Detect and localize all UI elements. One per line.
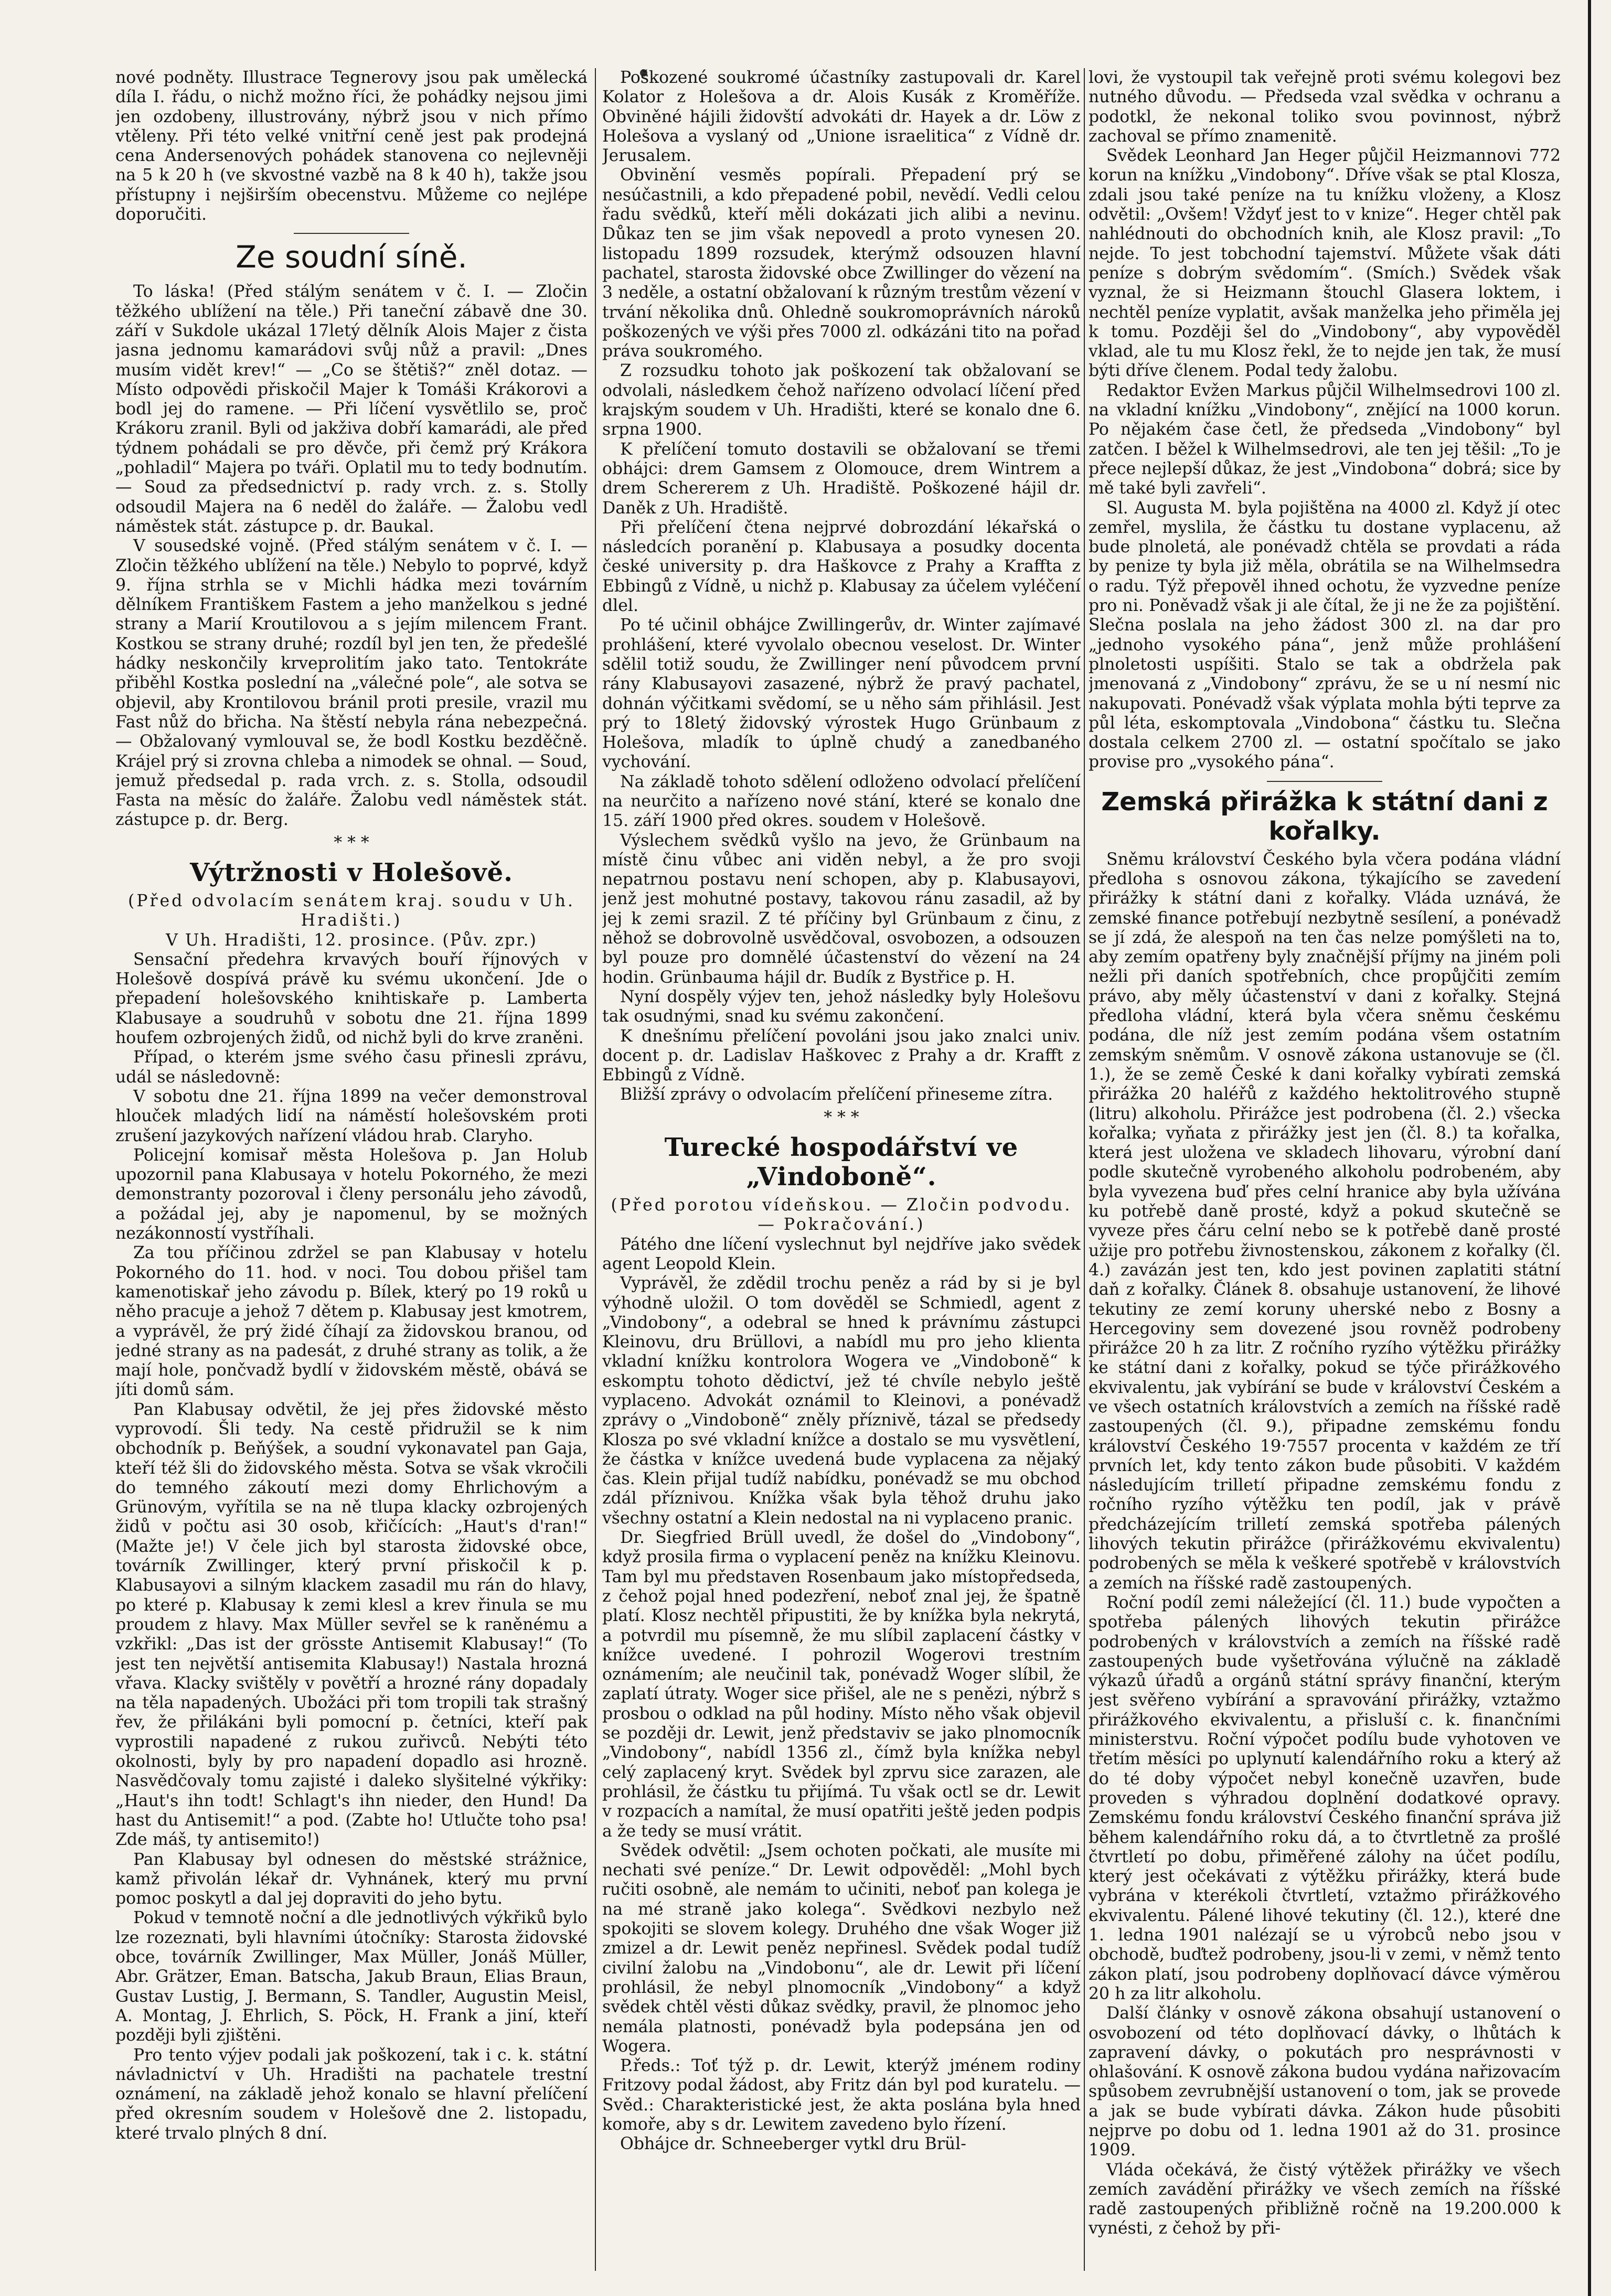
page-edge: [1588, 0, 1591, 2296]
article-paragraph: Výslechem svědků vyšlo na jevo, že Grünbaum na místě činu vůbec ani viděn nebyl, a že pro svoji nepatrnou postavu není schopen, aby p. Klabusayovi, jenž jest mohutné postavy, takovou ránu zasadil, až by jej k zemi srazil. Z té příčiny byl Grünbaum z činu, z něhož se dobrovolně usvědčoval, osvobozen, a odsouzen byl pouze pro domnělé účastenství do vězení na 24 hodin. Grünbauma hájil dr. Budík z Bystřice p. H.: [602, 831, 1081, 987]
article-title: Zemská přirážka k státní dani z kořalky.: [1101, 787, 1548, 846]
article-paragraph: Sl. Augusta M. byla pojištěna na 4000 zl. Když jí otec zemřel, myslila, že částku tu dostane vyplacenu, až bude plnoletá, ale ponévadž chtěla se provdati a ráda by penize ty byla již měla, obrátila se na Wilhelmsedra o radu. Týž přepověl ihned ochotu, že vyzvedne peníze pro ni. Poněvadž však ji ale čítal, že ji ne že za pojištění. Slečna poslala na jeho žádost 300 zl. na dar pro „jednoho vysokého pána“, jenž může prohlášení plnoletosti uspíšiti. Stalo se tak a obdržela pak jmenovaná z „Vindobony“ zprávu, že se u ní nesmí nic nakupovati. Ponévadž však výplata mohla býti teprve za půl léta, eskomptovala „Vindobona“ částku tu. Slečna dostala celkem 2700 zl. — ostatní spočítalo se jako provise pro „vysokého pána“.: [1089, 498, 1561, 772]
article-paragraph: Svědek odvětil: „Jsem ochoten počkati, ale musíte mi nechati své peníze.“ Dr. Lewit odpověděl: „Mohl bych ručiti osobně, ale nemám to učiniti, neboť pan kolega je na mé straně jako kolega“. Svědkovi nezbylo než spokojiti se slovem kolegy. Druhého dne však Woger již zmizel a dr. Lewit peněz nepřinesl. Svědek podal tudíž civilní žalobu na „Vindobonu“, ale dr. Lewit při líčení prohlásil, že nebyl plnomocník „Vindobony“ a když svědek chtěl věsti důkaz svědky, pravil, že plnomoc jeho nemála platnosti, ponévadž byla podepsána jen od Wogera.: [602, 1841, 1081, 2056]
article-paragraph: Pan Klabusay byl odnesen do městské strážnice, kamž přivolán lékař dr. Vyhnánek, který mu první pomoc poskytl a dal jej dopraviti do jeho bytu.: [115, 1850, 588, 1908]
article-paragraph: Sněmu království Českého byla včera podána vládní předloha s osnovou zákona, týkajícího se zavedení přirážky k státní dani z kořalky. Vláda uznává, že zemské finance potřebují nezbytně sesílení, a ponévadž se jí zdá, že alespoň na ten čas nelze pomýšleti na to, aby zemím opatřeny byly značnější příjmy na jiném poli nežli při daních spotřebních, chce propůjčiti zemím právo, aby měly účastenství v dani z kořalky. Stejná předloha vládní, která byla včera sněmu českému podána, dle níž jest zemím podána všem ostatním zemským sněmům. V osnově zákona ustanovuje se (čl. 1.), že se země České k dani kořalky vybírati zemská přirážka 20 haléřů z každého hektolitrového stupně (litru) alkoholu. Přirážce jest podrobena (čl. 2.) všecka kořalka; vyňata z přirážky jest jen (čl. 8.) ta kořalka, která jest uložena ve skladech lihovaru, výrobní daní podle skutečně vyrobeného alkoholu podrobeném, aby byla vyvezena buď přes celní hranice aby byla užívána ku potřebě daně prosté, když a pokud skutečně se vyveze přes čáru celní nebo se k potřebě daně prosté užije pro potřebu živnostenskou, zákonem z kořalky (čl. 4.) zavázán jest ten, kdo jest povinen zaplatiti státní daň z kořalky. Článek 8. obsahuje ustanovení, že lihové tekutiny ze zemí koruny uherské nebo z Bosny a Hercegoviny sem dovezené jsou rovněž podrobeny přirážce 20 h za litr. Z ročního ryzího výtěžku přirážky ke státní dani z kořalky, pokud se týče přirážkového ekvivalentu, jak vybírání se bude v království Českém a ve všech ostatních královstvích a zemích na říšské radě zastoupených (čl. 9.), připadne zemskému fondu království Českého 19·7557 procenta v každém ze tří prvních let, kdy tento zákon bude působiti. V každém následujícím trilletí připadne zemskému fondu z ročního ryzího výtěžku ten podíl, jak v právě předcházejícím trilletí zemská spotřeba pálených lihových tekutin přirážce (přirážkovému ekvivalentu) podrobených se měla k veškeré spotřebě v královstvích a zemích na říšské radě zastoupených.: [1089, 850, 1561, 1593]
separator: [1267, 781, 1382, 782]
article-paragraph: V sousedské vojně. (Před stálým senátem v č. I. — Zločin těžkého ublížení na těle.) Nebylo to poprvé, když 9. října strhla se v Michli hádka mezi továrním dělníkem Františkem Fastem a jeho manželkou s jedné strany a Marií Kroutilovou a s jejím milencem Frant. Kostkou se strany druhé; rozdíl byl jen ten, že předešlé hádky neskončily krveprolitím jako tato. Tentokráte přiběhl Kostka poslední na „válečné pole“, ale sotva se objevil, aby Krontilovou bránil proti presile, vrazil mu Fast nůž do břicha. Na štěstí nebyla rána nebezpečná. — Obžalovaný vymlouval se, že bodl Kostku bezděčně. Krájel prý si zrovna chleba a nimodek se ohnal. — Soud, jemuž předsedal p. rada vrch. z. s. Stolla, odsoudil Fasta na měsíc do žaláře. Žalobu vedl náměstek stát. zástupce p. dr. Berg.: [115, 537, 588, 830]
column-divider: [595, 68, 596, 2271]
article-title: Výtržnosti v Holešově.: [190, 857, 513, 887]
article-paragraph: K dnešnímu přelíčení povoláni jsou jako znalci univ. docent p. dr. Ladislav Haškovec z Prahy a dr. Krafft z Ebbingů z Vídně.: [602, 1026, 1081, 1085]
dateline: V Uh. Hradišti, 12. prosince. (Pův. zpr.): [166, 930, 537, 950]
article-paragraph: Při přelíčení čtena nejprvé dobrozdání lékařská o následcích poranění p. Klabusaya a posudky docenta české university p. dra Haškovce z Prahy a Kraffta z Ebbingů z Vídně, u nichž p. Klabusay za účelem vyléčení dlel.: [602, 518, 1081, 616]
article-paragraph: Obvinění vesměs popírali. Přepadení prý se nesúčastnili, a kdo přepadené pobil, nevědí. Vedli celou řadu svědků, kteří měli dokázati jich alibi a nevinu. Důkaz ten se jim však nepovedl a proto vynesen 20. listopadu 1899 rozsudek, kterýmž odsouzen hlavní pachatel, starosta židovské obce Zwillinger do vězení na 3 neděle, a ostatní obžalovaní k různým trestům vězení v trvání několika dnů. Ohledně soukromoprávních nároků poškozených ve výši přes 7000 zl. odkázáni tito na pořad práva soukromého.: [602, 166, 1081, 361]
article-paragraph: Poškozené soukromé účastníky zastupovali dr. Karel Kolator z Holešova a dr. Alois Kusák z Kroměříže. Obviněné hájili židovští advokáti dr. Hayek a dr. Löw z Holešova a vyslaný od „Unione israelitica“ z Vídně dr. Jerusalem.: [602, 68, 1081, 166]
article-paragraph: Dr. Siegfried Brüll uvedl, že došel do „Vindobony“, když prosila firma o vyplacení peněz na knížku Kleinovu. Tam byl mu představen Rosenbaum jako místopředseda, z čehož pojal hned podezření, neboť znal jej, že špatně platí. Klosz nechtěl připustiti, že by knížka byla nekrytá, a potvrdil mu písemně, že mu slíbil zaplacení částky v knížce uvedené. I pohrozil Wogerovi trestním oznámením; ale neučinil tak, ponévadž Woger slíbil, že zaplatí útraty. Woger sice přišel, ale ne s penězi, nýbrž s prosbou o odklad na půl hodiny. Místo něho však objevil se později dr. Lewit, jenž představiv se jako plnomocník „Vindobony“, nabídl 1356 zl., čímž byla knížka nebyl celý zaplacený kryt. Svědek byl zprvu sice zarazen, ale prohlásil, že částku tu přijímá. Tu však octl se dr. Lewit v rozpacích a namítal, že musí opatřiti ještě jeden podpis a že tedy se musí vrátit.: [602, 1528, 1081, 1841]
article-paragraph: P.ředs.: Toť týž p. dr. Lewit, kterýž jménem rodiny Fritzovy podal žádost, aby Fritz dán byl pod kuratelu. — Svěd.: Charakteristické jest, že akta poslána byla hned komoře, aby s dr. Lewitem zavedeno bylo řízení.: [602, 2056, 1081, 2134]
column-3: [1089, 68, 1561, 2276]
article-paragraph: Svědek Leonhard Jan Heger půjčil Heizmannovi 772 korun na knížku „Vindobony“. Dříve však se ptal Klosza, zdali jsou také peníze na tu knížku vloženy, a Klosz odvětil: „Ovšem! Vždyť jest to v knize“. Heger chtěl pak nahlédnouti do obchodních knih, ale Klosz pravil: „To nejde. To jest tobchodní tajemství. Můžete však dáti peníze s dobrým svědomím“. (Smích.) Svědek však vyznal, že si Heizmann štouchl Glasera loktem, i nechtěl peníze vyplatit, avšak manželka jeho přiměla jej k tomu. Později šel do „Vindobony“, aby vypověděl vklad, ale tu mu Klosz řekl, že to nejde jen tak, že musí býti dříve členem. Podal tedy žalobu.: [1089, 146, 1561, 381]
article-paragraph: Na základě tohoto sdělení odloženo odvolací přelíčení na neurčito a nařízeno nové stání, které se konalo dne 15. září 1900 před okres. soudem v Holešově.: [602, 772, 1081, 831]
article-paragraph: Po té učinil obhájce Zwillingerův, dr. Winter zajímavé prohlášení, které vyvolalo obecnou veselost. Dr. Winter sdělil totiž soudu, že Zwillinger není původcem první rány Klabusayovi zasazené, nýbrž že pravý pachatel, dohnán výčitkami svědomí, se u něho sám přihlásil. Jest prý to 18letý židovský výrostek Hugo Grünbaum z Holešova, mladík to úplně chudý a zanedbaného vychování.: [602, 616, 1081, 772]
article-paragraph: Pan Klabusay odvětil, že jej přes židovské město vyprovodí. Šli tedy. Na cestě přidružil se k nim obchodník p. Beňýšek, a soudní vykonavatel pan Gaja, kteří též šli do židovského města. Sotva se však vkročili do temného zákoutí mezi domy Ehrlichovým a Grünovým, vyřítila se na ně tlupa klacky ozbrojených židů v počtu asi 30 osob, křičících: „Haut's d'ran!“ (Mažte je!) V čele jich byl starosta židovské obce, továrník Zwillinger, který první přiskočil k p. Klabusayovi a silným klackem zasadil mu rán do hlavy, po které p. Klabusay k zemi klesl a krev řinula se mu proudem z hlavy. Max Müller sevřel se k raněnému a vzkřikl: „Das ist der grösste Antisemit Klabusay!“ (To jest ten největší antisemita Klabusay!) Nastala hrozná vřava. Klacky svištěly v povětří a hrozné rány dopadaly na těla napadených. Ubožáci při tom tropili tak strašný řev, že přilákáni byli pomocní p. četníci, kteří pak vyprostili napadené z rukou zuřivců. Nebýti této okolnosti, byly by pro napadení dopadlo asi hrozně. Nasvědčovaly tomu zajisté i daleko slyšitelné výkřiky: „Haut's ihn todt! Schlagt's ihn nieder, den Hund! Da hast du Antisemit!“ a pod. (Zabte ho! Utlučte toho psa! Zde máš, ty antisemito!): [115, 1400, 588, 1850]
separator-stars: * * *: [334, 833, 369, 852]
article-paragraph: K přelíčení tomuto dostavili se obžalovaní se třemi obhájci: drem Gamsem z Olomouce, drem Wintrem a drem Schererem z Uh. Hradiště. Poškozené hájil dr. Daněk z Uh. Hradiště.: [602, 439, 1081, 518]
article-paragraph: Bližší zprávy o odvolacím přelíčení přineseme zítra.: [620, 1085, 1053, 1104]
article-paragraph: Sensační předehra krvavých bouří říjnových v Holešově dospívá právě ku svému ukončení. Jde o přepadení holešovského knihtiskaře p. Lamberta Klabusaye a soudruhů v sobotu dne 21. října 1899 houfem ozbrojených židů, od nichž byli do krve zraněni.: [115, 950, 588, 1048]
article-paragraph: Pro tento výjev podali jak poškození, tak i c. k. státní návladnictví v Uh. Hradišti na pachatele trestní oznámení, na základě jehož konalo se hlavní přelíčení před okresním soudem v Holešově dne 2. listopadu, které trvalo plných 8 dní.: [115, 2045, 588, 2143]
article-paragraph: Případ, o kterém jsme svého času přinesli zprávu, udál se následovně:: [115, 1048, 588, 1087]
article-paragraph: Pokud v temnotě noční a dle jednotlivých výkřiků bylo lze rozeznati, byli hlavními útočníky: Starosta židovské obce, továrník Zwillinger, Max Müller, Jonáš Müller, Abr. Grätzer, Eman. Batscha, Jakub Braun, Elias Braun, Gustav Lustig, J. Bermann, S. Tandler, Augustin Meisl, A. Montag, J. Ehrlich, S. Pöck, H. Frank a jiní, kteří později byli zjištěni.: [115, 1908, 588, 2045]
article-title: Turecké hospodářství ve „Vindoboně“.: [664, 1133, 1019, 1192]
article-paragraph: V sobotu dne 21. října 1899 na večer demonstroval hlouček mladých lidí na náměstí holešovském proti zrušení jazykových nařízení vládou hrab. Claryho.: [115, 1087, 588, 1145]
article-paragraph: lovi, že vystoupil tak veřejně proti svému kolegovi bez nutného důvodu. — Předseda vzal svědka v ochranu a podotkl, že nekonal toliko svou povinnost, nýbrž zachoval se přímo znamenitě.: [1089, 68, 1561, 146]
article-subtitle: (Před porotou vídeňskou. — Zločin podvodu. — Pokračování.): [611, 1196, 1072, 1235]
article-paragraph: Policejní komisař města Holešova p. Jan Holub upozornil pana Klabusaya v hotelu Pokorného, že mezi demonstranty pozoroval i členy personálu jeho závodů, a požádal jej, aby je napomenul, by se možných nezákonností vystříhali.: [115, 1145, 588, 1243]
book-review-ending: nové podněty. Illustrace Tegnerovy jsou pak umělecká díla I. řádu, o nichž možno říci, že pohádky nejsou jimi jen ozdobeny, illustrovány, nýbrž jsou v nich přímo vtěleny. Při této velké vnitřní ceně jest pak prodejná cena Andersenových pohádek stanovena co nejlevněji na 5 k 20 h (ve skvostné vazbě na 8 k 40 h), takže jsou přístupny i nejširším obecenstvu. Můžeme co nejlépe doporučiti.: [115, 68, 588, 224]
separator-stars: * * *: [824, 1108, 859, 1127]
article-subtitle: (Před odvolacím senátem kraj. soudu v Uh. Hradišti.): [127, 891, 575, 930]
article-paragraph: Další články v osnově zákona obsahují ustanovení o osvobození od této doplňovací dávky, o lhůtách k zapravení dávky, o pokutách pro nesprávnosti v ohlašování. K osnově zákona budou vydána nařizovacím spůsobem zevrubnější ustanovení o tom, jak se provede a jak se bude vybírati dávka. Zákon hude působiti nejprve po dobu od 1. ledna 1901 až do 31. prosince 1909.: [1089, 2004, 1561, 2160]
column-2: [602, 68, 1081, 2276]
article-paragraph: Obhájce dr. Schneeberger vytkl dru Brül-: [620, 2134, 966, 2154]
article-paragraph: Nyní dospěly výjev ten, jehož následky byly Holešovu tak osudnými, snad ku svému zakončení.: [602, 987, 1081, 1026]
column-divider: [1084, 68, 1085, 2271]
article-paragraph: Z rozsudku tohoto jak poškození tak obžalovaní se odvolali, následkem čehož nařízeno odvolací líčení před krajským soudem v Uh. Hradišti, které se konalo dne 6. srpna 1900.: [602, 361, 1081, 439]
article-paragraph: Roční podíl zemi náležející (čl. 11.) bude vypočten a spotřeba pálených lihových tekutin přirážce podrobených v královstvích a zemích na říšské radě zastoupených bude vyšetřována výlučně na základě výkazů úřadů a orgánů státní správy finanční, kterým jest svěřeno vybírání a spravování přirážky, vztažmo přirážkového ekvivalentu, a přisluší c. k. finančními ministerstvu. Roční výpočet podílu bude vyhotoven ve třetím měsíci po uplynutí kalendářního roku a který až do té doby výpočet nebyl konečně uzavřen, bude proveden s výhradou doplnění dodatkové opravy. Zemskému fondu království Českého finanční správa již během kalendářního roku dá, a to čtvrtletně za prošlé čtvrtletí po dobu, přiměřené zálohy na účet podílu, který jest očekávati z výtěžku přirážky, která bude vybrána v kterékoli čtvrtletí, vztažmo přirážkového ekvivalentu. Pálené lihové tekutiny (čl. 12.), které dne 1. ledna 1901 nalézají se u výrobců nebo jsou v obchodě, buďtež podrobeny, jsou-li v zemi, v němž tento zákon platí, jsou podrobeny doplňovací dávce výměrou 20 h za litr alkoholu.: [1089, 1593, 1561, 2003]
column-1: [115, 68, 588, 2276]
article-paragraph: Za tou příčinou zdržel se pan Klabusay v hotelu Pokorného do 11. hod. v noci. Tou dobou přišel tam kamenotiskař jeho závodu p. Bílek, který po 19 roků u něho pracuje a jehož 7 dětem p. Klabusay jest kmotrem, a vyprávěl, že prý židé číhají za židovskou branou, od jedné strany as na padesát, z druhé strany as tolik, a že mají hole, pončvadž bydlí v židovském městě, obává se jíti domů sám.: [115, 1243, 588, 1400]
article-paragraph: Vyprávěl, že zdědil trochu peněz a rád by si je byl výhodně uložil. O tom dověděl se Schmiedl, agent z „Vindobony“, a odebral se hned k právnímu zástupci Kleinovu, dru Brüllovi, a nabídl mu pro jeho klienta vkladní knížku kontrolora Wogera ve „Vindoboně“ k eskomptu tohoto dědictví, jež té chvíle nebylo ještě vyplaceno. Advokát oznámil to Kleinovi, a ponévadž zprávy o „Vindoboně“ zněly příznivě, tázal se předsedy Klosza po své vkladní knížce a dostalo se mu vysvětlení, že částka v knížce uvedená bude vyplacena za nějaký čas. Klein přijal tudíž nabídku, ponévadž se mu obchod zdál příznivou. Knížka však byla těhož druhu jako všechny ostatní a Klein nedostal na ni vyplaceno pranic.: [602, 1274, 1081, 1528]
article-paragraph: Redaktor Evžen Markus půjčil Wilhelmsedrovi 100 zl. na vkladní knížku „Vindobony“, znějící na 1000 korun. Po nějakém čase četl, že předseda „Vindobony“ byl zatčen. I běžel k Wilhelmsedrovi, ale ten jej těšil: „To je přece nejlepší důkaz, že jest „Vindobona“ dobrá; sice by mě také byli zavřeli“.: [1089, 381, 1561, 498]
article-paragraph: To láska! (Před stálým senátem v č. I. — Zločin těžkého ublížení na těle.) Při taneční zábavě dne 30. září v Sukdole ukázal 17letý dělník Alois Majer z čista jasna jednomu kamarádovi svůj nůž a pravil: „Dnes musím vidět krev!“ — „Co se štětiš?“ zněl dotaz. — Místo odpovědi přiskočil Majer k Tomáši Krákorovi a bodl jej do ramene. — Při líčení vysvětlilo se, proč Krákoru zranil. Byli od jakživa dobří kamarádi, ale před týdnem pohádali se pro děvče, při čemž prý Krákora „pohladil“ Majera po tváři. Oplatil mu to tedy bodnutím. — Soud za předsednictví p. rady vrch. z. s. Stolly odsoudil Majera na 6 neděl do žaláře. — Žalobu vedl náměstek stát. zástupce p. dr. Baukal.: [115, 282, 588, 536]
article-paragraph: Vláda očekává, že čistý výtěžek přirážky ve všech zemích zavádění přirážky ve všech zemích na říšské radě zastoupených přibližně ročně na 19.200.000 k vynésti, z čehož by při-: [1089, 2160, 1561, 2238]
separator: [294, 233, 409, 234]
section-title: Ze soudní síně.: [236, 239, 467, 275]
article-paragraph: Pátého dne líčení vyslechnut byl nejdříve jako svědek agent Leopold Klein.: [602, 1235, 1081, 1273]
